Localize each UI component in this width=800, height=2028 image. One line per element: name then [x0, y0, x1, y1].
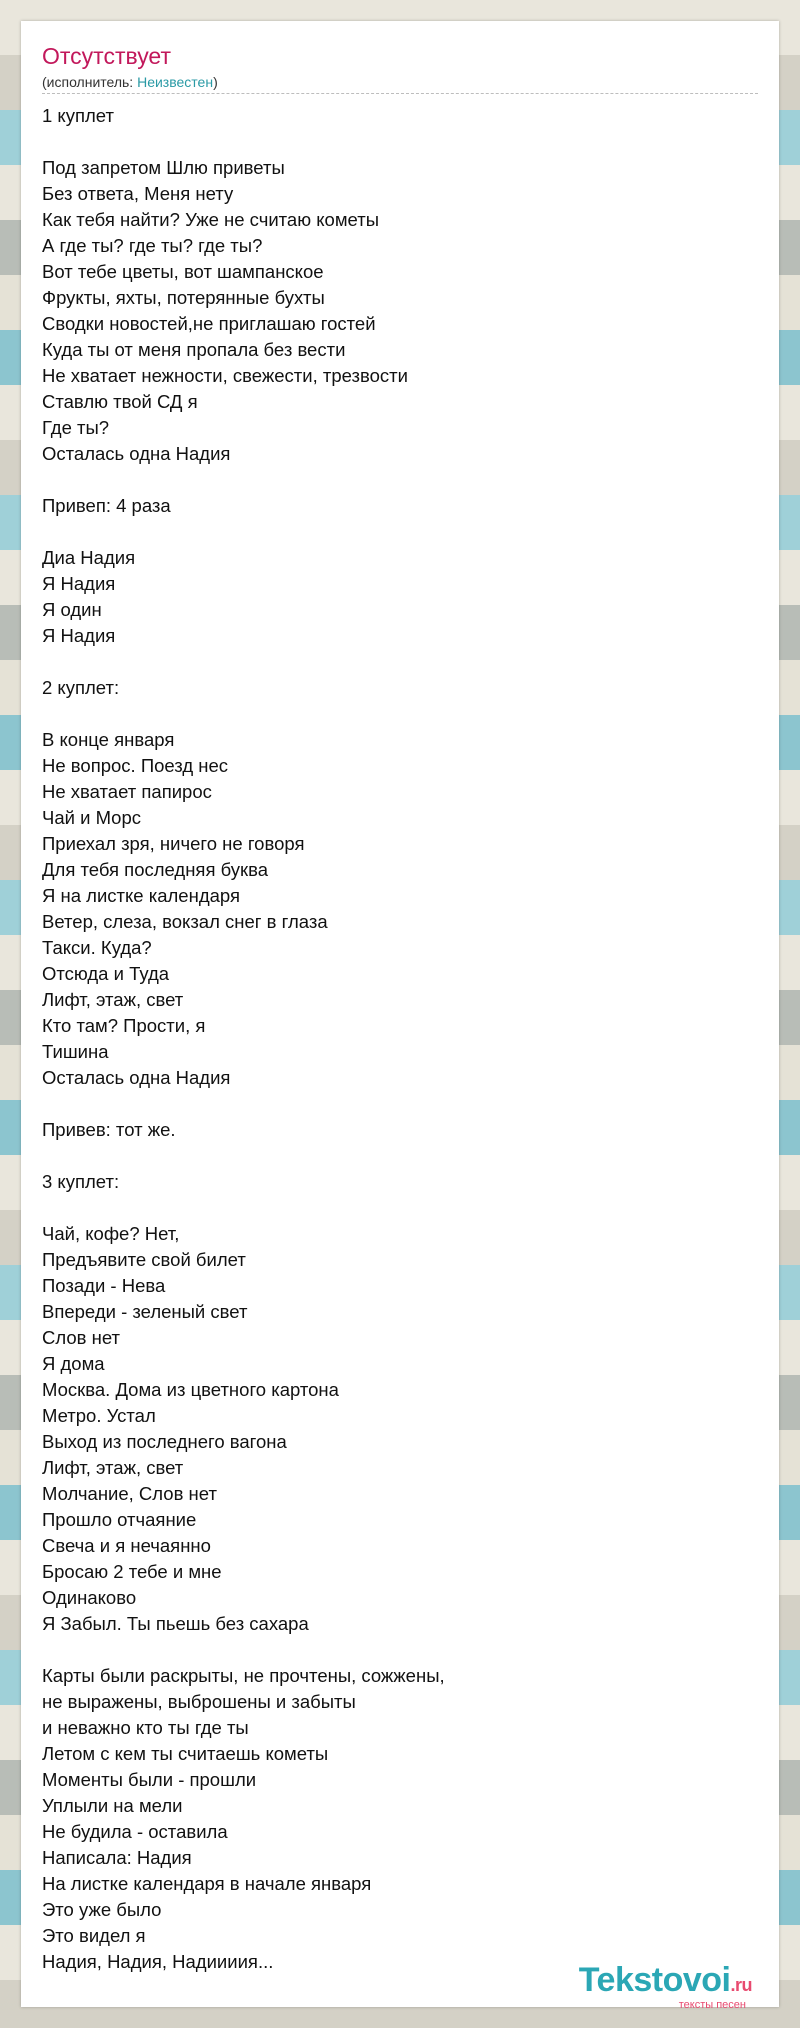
lyric-line: Молчание, Слов нет: [42, 1483, 217, 1504]
artist-link[interactable]: Неизвестен: [137, 74, 214, 90]
song-title: Отсутствует: [42, 43, 171, 69]
lyric-line: Выход из последнего вагона: [42, 1431, 287, 1452]
lyric-line: Не хватает папирос: [42, 781, 212, 802]
lyric-line: Не будила - оставила: [42, 1821, 228, 1842]
lyric-line: 3 куплет:: [42, 1171, 120, 1192]
lyric-line: Сводки новостей,не приглашаю гостей: [42, 313, 376, 334]
lyric-line: Предъявите свой билет: [42, 1249, 246, 1270]
lyric-line: Чай, кофе? Нет,: [42, 1223, 180, 1244]
lyric-line: Ставлю твой СД я: [42, 391, 198, 412]
lyric-line: Привев: тот же.: [42, 1119, 176, 1140]
lyric-line: Карты были раскрыты, не прочтены, сожжены,: [42, 1665, 445, 1686]
lyric-line: Я Забыл. Ты пьешь без сахара: [42, 1613, 309, 1634]
lyric-line: Я Надия: [42, 625, 116, 646]
lyrics-text: [42, 103, 758, 1975]
lyric-line: [42, 1143, 758, 1169]
lyric-line: Приехал зря, ничего не говоря: [42, 833, 305, 854]
lyric-line: Отсюда и Туда: [42, 963, 170, 984]
lyric-line: Москва. Дома из цветного картона: [42, 1379, 339, 1400]
lyric-line: Тишина: [42, 1041, 109, 1062]
lyric-line: В конце января: [42, 729, 175, 750]
lyric-line: Надия, Надия, Надиииия...: [42, 1951, 274, 1972]
lyric-line: Слов нет: [42, 1327, 120, 1348]
lyric-line: Прошло отчаяние: [42, 1509, 197, 1530]
lyric-line: Лифт, этаж, свет: [42, 989, 184, 1010]
lyric-line: [42, 1091, 758, 1117]
lyric-line: Не хватает нежности, свежести, трезвости: [42, 365, 408, 386]
lyric-line: На листке календаря в начале января: [42, 1873, 372, 1894]
lyric-line: и неважно кто ты где ты: [42, 1717, 249, 1738]
lyric-line: не выражены, выброшены и забыты: [42, 1691, 356, 1712]
lyric-line: Уплыли на мели: [42, 1795, 183, 1816]
logo-tld: .ru: [730, 1975, 752, 1995]
lyric-line: Написала: Надия: [42, 1847, 192, 1868]
site-logo[interactable]: [579, 1962, 752, 2011]
lyric-line: [42, 649, 758, 675]
lyric-line: Где ты?: [42, 417, 110, 438]
lyric-line: Диа Надия: [42, 547, 136, 568]
lyric-line: Осталась одна Надия: [42, 1067, 231, 1088]
lyric-line: Летом с кем ты считаешь кометы: [42, 1743, 329, 1764]
artist-prefix: (исполнитель:: [42, 74, 138, 90]
lyric-line: Как тебя найти? Уже не считаю кометы: [42, 209, 379, 230]
lyric-line: Лифт, этаж, свет: [42, 1457, 184, 1478]
artist-line: [42, 74, 218, 90]
logo-tagline: тексты песен: [678, 1999, 746, 2011]
lyric-line: Свеча и я нечаянно: [42, 1535, 211, 1556]
lyric-line: Чай и Морс: [42, 807, 142, 828]
lyric-line: Метро. Устал: [42, 1405, 156, 1426]
lyric-line: Я дома: [42, 1353, 105, 1374]
lyric-line: [42, 701, 758, 727]
lyric-line: [42, 129, 758, 155]
lyric-line: [42, 519, 758, 545]
lyric-line: Я на листке календаря: [42, 885, 240, 906]
lyric-line: Одинаково: [42, 1587, 137, 1608]
lyric-line: Бросаю 2 тебе и мне: [42, 1561, 222, 1582]
lyric-line: Вот тебе цветы, вот шампанское: [42, 261, 324, 282]
lyric-line: Ветер, слеза, вокзал снег в глаза: [42, 911, 328, 932]
lyric-line: Впереди - зеленый свет: [42, 1301, 248, 1322]
lyric-line: Осталась одна Надия: [42, 443, 231, 464]
lyric-line: Под запретом Шлю приветы: [42, 157, 285, 178]
lyric-line: Позади - Нева: [42, 1275, 166, 1296]
lyrics-card: [21, 21, 779, 2011]
lyric-line: Это видел я: [42, 1925, 146, 1946]
lyric-line: Это уже было: [42, 1899, 162, 1920]
artist-suffix: ): [213, 74, 218, 90]
lyric-line: Я один: [42, 599, 102, 620]
title-divider: [42, 93, 758, 94]
lyric-line: А где ты? где ты? где ты?: [42, 235, 263, 256]
lyric-line: 2 куплет:: [42, 677, 120, 698]
lyric-line: Я Надия: [42, 573, 116, 594]
lyric-line: Для тебя последняя буква: [42, 859, 269, 880]
lyric-line: 1 куплет: [42, 105, 114, 126]
lyric-line: Такси. Куда?: [42, 937, 152, 958]
lyric-line: Фрукты, яхты, потерянные бухты: [42, 287, 325, 308]
lyric-line: [42, 1637, 758, 1663]
lyric-line: Кто там? Прости, я: [42, 1015, 206, 1036]
lyric-line: Моменты были - прошли: [42, 1769, 257, 1790]
lyric-line: Без ответа, Меня нету: [42, 183, 234, 204]
lyric-line: [42, 467, 758, 493]
lyric-line: Не вопрос. Поезд нес: [42, 755, 229, 776]
lyric-line: [42, 1195, 758, 1221]
lyric-line: Привеп: 4 раза: [42, 495, 171, 516]
lyric-line: Куда ты от меня пропала без вести: [42, 339, 346, 360]
logo-name: Tekstovoi: [578, 1961, 731, 1999]
